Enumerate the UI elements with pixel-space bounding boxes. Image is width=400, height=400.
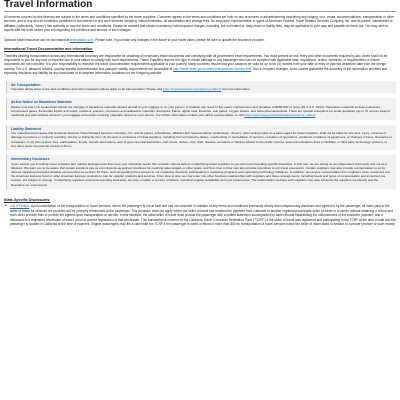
state-disclosures-list — [4, 204, 396, 226]
page-title: Travel Information — [4, 0, 396, 12]
hazmat-box — [6, 98, 396, 119]
hazmat-text: Please note that U.S. Federal law forbids the carriage of hazardous materials aboard aircraft in your luggage or on your person. A violation can result in five years' imprisonment and penalties of $250,000 or more (49 U.S.C. 5124). Hazardous materials include explosives, compressed gases, flammable liquids and solids, oxidizers, poisons, corrosives and radioactive materials. Examples: Paints, lighter fluid, fireworks, tear gases, oxygen bottles, and radio-pharmaceuticals. There are special exceptions for small quantities (up to 70 ounces total) of medicinal and toilet articles carried in your luggage and certain smoking materials carried on your person. For further information contact your airline representative or visit https://www.faa.gov/about/initiatives/hazmat_safety/. — [11, 105, 391, 118]
air-transportation-title: Air Transportation — [11, 82, 41, 87]
state-gov-link[interactable]: http://travel.state.gov/content/passports/en/country.html — [173, 66, 252, 71]
air-transportation-text: Important airline ticket terms and conditions and other important notices apply to air transportation. Please visit https://myamextravel.com/static/conditions for more information. — [11, 87, 251, 92]
california-text: : Upon cancellation of the transportation or travel services, where the passenger is not at fault and has not canceled in violation of any terms and conditions previously clearly and conspicuously disclosed and agreed to by the passenger, all sums paid to the seller of travel for services not provided will be promptly reimbursed to the passenger. This provision does not apply where the seller of travel has remitted the payment from customer to another registered wholesale seller of travel or a carrier, without obtaining a refund and such other provider fails to provide the agreed-upon transportation or service. In this situation, the initial seller of travel must provide the passenger with a written statement accompanied by bank records establishing the disbursement of the customer payment, and if disbursed to a registered wholesaler of travel, proof of current registration of that wholesaler. This transaction is covered by the California Travel Consumer Restitution Fund ("TCRF") if the seller of travel was registered and participating in the TCRF at the time of sale and the passenger is located in California at the time of payment. Eligible passengers may file a claim with the TCRF if the passenger is owed a refund of more than $50 for transportation or travel services which the seller of travel failed to forward to a proper provider or such money — [10, 204, 396, 227]
intermediary-box — [6, 155, 396, 189]
intro-terms-paragraph: All services covered by this itinerary are subject to the terms and conditions specified by the travel suppliers. Customer agrees to the terms and conditions set forth on any brochures or advertisements describing any lodging, tour, cruise, accommodations, transportation or other services, and to any and all conditions contained in documents for any such services including, without limitation, all cancellation and change fees. No employee, representative or agent of American Express Travel Related Services Company, Inc. and its parent, subsidiaries or affiliates (collectively, "Amex") has authority to vary the terms and conditions. Please be advised that certain mandatory hotel-imposed charges, including, but not limited to, daily resort or facility fees, may be applicable to your stay and payable at check-out. You may wish to inquire with the hotel before your trip regarding the existence and amount of such charges. — [4, 15, 395, 33]
state-disclosures-heading: State-Specific Disclosures: — [4, 197, 51, 202]
travel-information-document — [4, 0, 396, 400]
intermediary-title: Intermediary Disclosure — [11, 157, 50, 162]
amex-conditions-link[interactable]: https://myamextravel.com/static/conditions — [163, 87, 222, 92]
list-item — [4, 204, 396, 226]
liability-text: You understand and agree that American Express Travel Related Services Company, Inc. and its parent, subsidiaries, affiliates and representatives (collectively, "Amex"), when acting solely as a sales agent for travel suppliers, shall not be liable for any loss, injury, expense or damage to persons or property resulting, directly or indirectly, from (1) the acts or omissions of travel suppliers, including but not limited to delays, overbooking or cancellation of services, cessation of operations, accidents or failures of equipment, or changes in fares, itineraries or schedules; or (2) acts of God, fires, earthquakes, floods, climatic aberrations, acts of governmental authorities, civil unrest, strikes, riots, theft, disease, accidents or failures related to the public internet, telecommunications lines or facilities, or third party technology systems, or any other cause beyond the control of Amex. — [11, 131, 393, 148]
california-label: CALIFORNIA — [10, 204, 30, 209]
international-travel-heading: International Travel Documentation and Information: — [4, 47, 94, 52]
liability-box — [6, 125, 396, 150]
international-travel-paragraph: Travelers desiring transportation across any international boundary are responsible for obtaining all necessary travel documents and complying with all government travel requirements. You must present all exit, entry and other documents required by law. Amex shall not be responsible to you for any loss or expense due to your failure to comply with such requirements. Travel Suppliers reserve the right to refuse carriage to any passenger who has not complied with applicable laws, regulations, orders, demands, or requirements or whose documents are not complete. It is your responsibility to research the travel documentation requirements applicable to your journey. Many countries require that your passport be valid for up to six (6) months from your date of entry or planned departure date from the foreign country. For U.S. passport holders, country-specific documentation and passport validity requirements are accessible at http://travel.state.gov/content/passports/en/country.html. Due to frequent changes, Amex cannot guarantee the accuracy of the information provided and expressly disclaims any liability for any inaccurate or incomplete information contained on the foregoing website. — [4, 53, 388, 76]
faa-hazmat-link[interactable]: https://www.faa.gov/about/initiatives/hazmat_safety/ — [244, 113, 316, 118]
hazmat-title: Airline Notice on Hazardous Materials — [11, 100, 72, 105]
air-transportation-box — [6, 81, 396, 94]
intermediary-text: Amex assists you in finding travel suppliers and making arrangements that meet your individual needs. We consider various factors in identifying travel suppliers to you and recommending specific itineraries. In this role, we are acting as an independent third party and not as a fiduciary. We want you to be aware that certain suppliers pay us commissions as well as incentives for reaching sales targets or other goals, and from time to time may also provide incentives to our travel counselors. Certain suppliers may also provide compensation to us for various marketing and administrative services that we perform for them, such as granting them access to our marketing channels, participating in marketing programs and supporting technology initiatives. In addition, we receive compensation from suppliers when customers use the American Express Card or other American Express products to pay for supplier products and services. From time to time we may enter into other business relationships with suppliers and these arrangements, including levels and types of compensation and incentives we receive, are subject to change. In identifying suppliers and recommending itineraries, we may consider a number of factors, including supplier availability and your preferences. The relationships we have with suppliers may also influence the suppliers we identify and the itineraries we recommend. — [11, 161, 391, 187]
liability-title: Liability Statement — [11, 126, 42, 131]
insurance-paragraph: Optional travel insurance can be purchased at www.allianz.com. Please note, if you make any changes in the future to your travel plans, please be sure to update the insurance provider. — [4, 37, 265, 42]
allianz-link[interactable]: www.allianz.com — [69, 37, 94, 42]
